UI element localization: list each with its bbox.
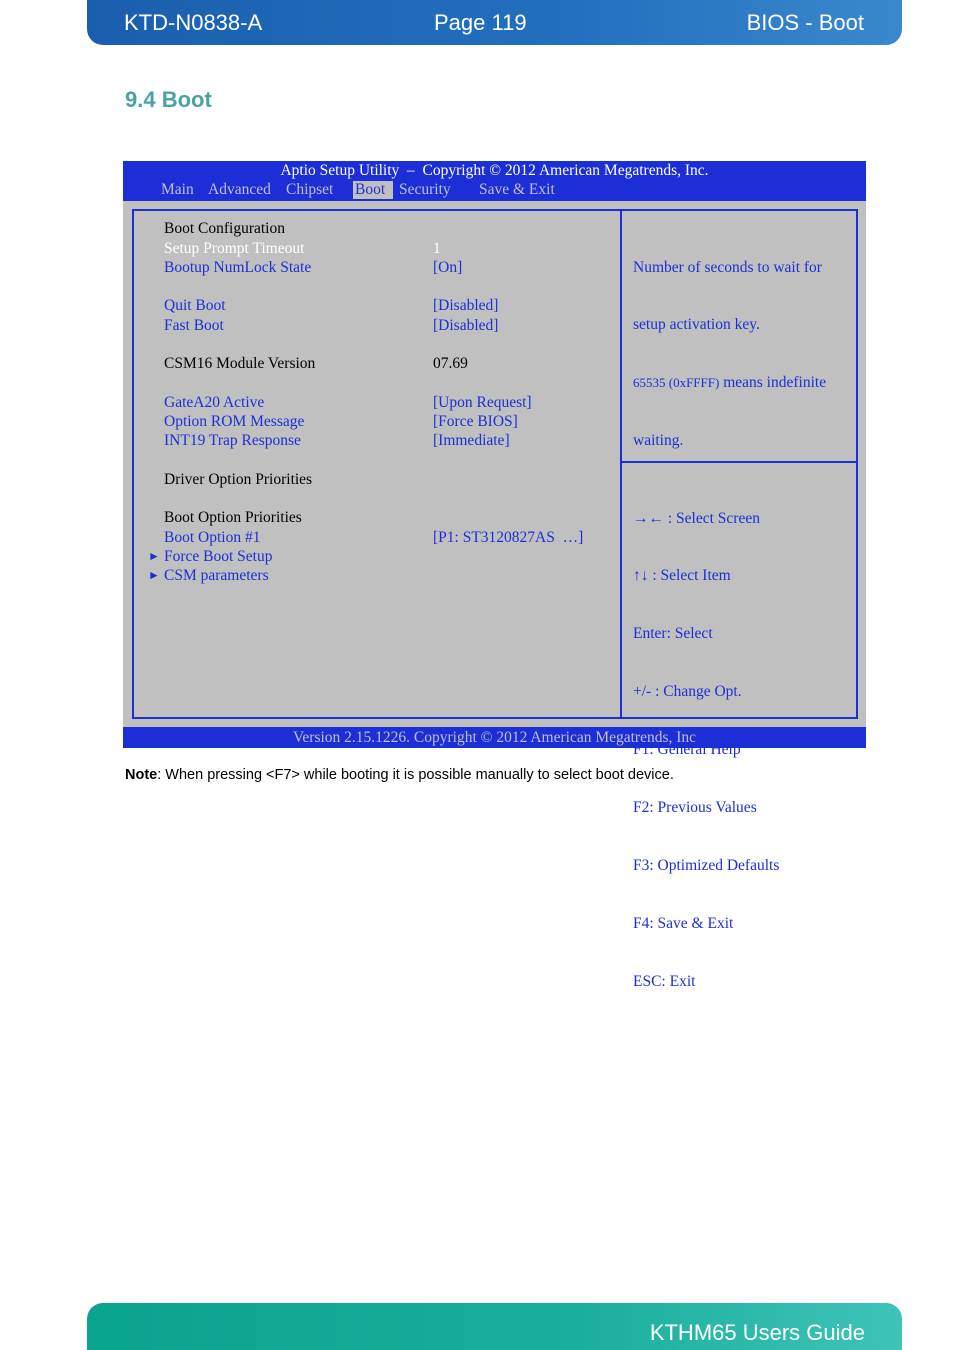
help-line-3-text: means indefinite	[719, 374, 827, 392]
gatea20-label[interactable]: GateA20 Active	[164, 394, 265, 411]
boot-configuration-heading: Boot Configuration	[164, 220, 285, 237]
option-rom-value[interactable]: [Force BIOS]	[433, 413, 518, 430]
bootup-numlock-label[interactable]: Bootup NumLock State	[164, 259, 312, 276]
key-enter-select: Enter: Select	[633, 625, 713, 643]
int19-value[interactable]: [Immediate]	[433, 432, 510, 449]
key-save-exit: F4: Save & Exit	[633, 914, 734, 932]
gatea20-value[interactable]: [Upon Request]	[433, 394, 532, 411]
section-name: BIOS - Boot	[746, 10, 864, 35]
document-id: KTD-N0838-A	[124, 10, 263, 35]
bootup-numlock-value[interactable]: [On]	[433, 259, 463, 276]
csm-parameters-arrow-icon: ►	[148, 568, 160, 582]
bios-menu-bar	[123, 181, 866, 199]
csm-parameters-link[interactable]: CSM parameters	[164, 567, 269, 584]
help-line-4: waiting.	[633, 432, 684, 450]
bios-version-footer: Version 2.15.1226. Copyright © 2012 American Megatrends, Inc	[292, 729, 697, 746]
bios-title: Aptio Setup Utility – Copyright © 2012 American Megatrends, Inc.	[280, 162, 709, 179]
force-boot-setup-arrow-icon: ►	[148, 549, 160, 563]
int19-label[interactable]: INT19 Trap Response	[164, 432, 301, 449]
page-number: Page 119	[434, 10, 527, 35]
boot-option-1-label[interactable]: Boot Option #1	[164, 529, 261, 546]
section-title: 9.4 Boot	[125, 87, 212, 112]
note-paragraph	[125, 765, 674, 785]
menu-save-exit[interactable]: Save & Exit	[479, 181, 555, 198]
boot-option-priorities-heading: Boot Option Priorities	[164, 509, 302, 526]
key-select-item: ↑↓ : Select Item	[633, 567, 731, 585]
help-text	[633, 219, 826, 489]
help-line-2: setup activation key.	[633, 316, 760, 334]
key-select-screen: →← : Select Screen	[633, 509, 760, 527]
page-footer	[87, 1303, 902, 1350]
key-optimized-defaults: F3: Optimized Defaults	[633, 856, 780, 874]
key-esc-exit: ESC: Exit	[633, 972, 696, 990]
boot-option-1-value[interactable]: [P1: ST3120827AS …]	[433, 529, 584, 546]
key-general-help: F1: General Help	[633, 741, 741, 759]
menu-advanced[interactable]: Advanced	[208, 181, 271, 198]
quit-boot-value[interactable]: [Disabled]	[433, 297, 499, 314]
menu-main[interactable]: Main	[161, 181, 194, 198]
driver-option-priorities-heading: Driver Option Priorities	[164, 471, 313, 488]
help-line-3-code: 65535 (0xFFFF)	[633, 375, 720, 391]
page-header	[87, 0, 902, 45]
key-legend	[633, 470, 779, 1030]
setup-prompt-timeout-label[interactable]: Setup Prompt Timeout	[164, 240, 305, 257]
setup-prompt-timeout-value[interactable]: 1	[433, 240, 441, 257]
menu-security[interactable]: Security	[399, 181, 451, 198]
vertical-divider	[620, 211, 622, 717]
quit-boot-label[interactable]: Quit Boot	[164, 297, 226, 314]
option-rom-label[interactable]: Option ROM Message	[164, 413, 305, 430]
csm16-version-value: 07.69	[433, 355, 468, 372]
fast-boot-value[interactable]: [Disabled]	[433, 317, 499, 334]
help-line-3	[633, 373, 826, 392]
note-text: : When pressing <F7> while booting it is possible manually to select boot device.	[157, 767, 674, 783]
menu-boot[interactable]: Boot	[353, 181, 393, 199]
menu-chipset[interactable]: Chipset	[286, 181, 334, 198]
fast-boot-label[interactable]: Fast Boot	[164, 317, 224, 334]
key-change-opt: +/- : Change Opt.	[633, 683, 742, 701]
csm16-version-label: CSM16 Module Version	[164, 355, 316, 372]
help-line-1: Number of seconds to wait for	[633, 258, 822, 276]
guide-title: KTHM65 Users Guide	[649, 1320, 865, 1345]
note-label: Note	[125, 767, 158, 783]
key-previous-values: F2: Previous Values	[633, 799, 757, 817]
force-boot-setup-link[interactable]: Force Boot Setup	[164, 548, 273, 565]
